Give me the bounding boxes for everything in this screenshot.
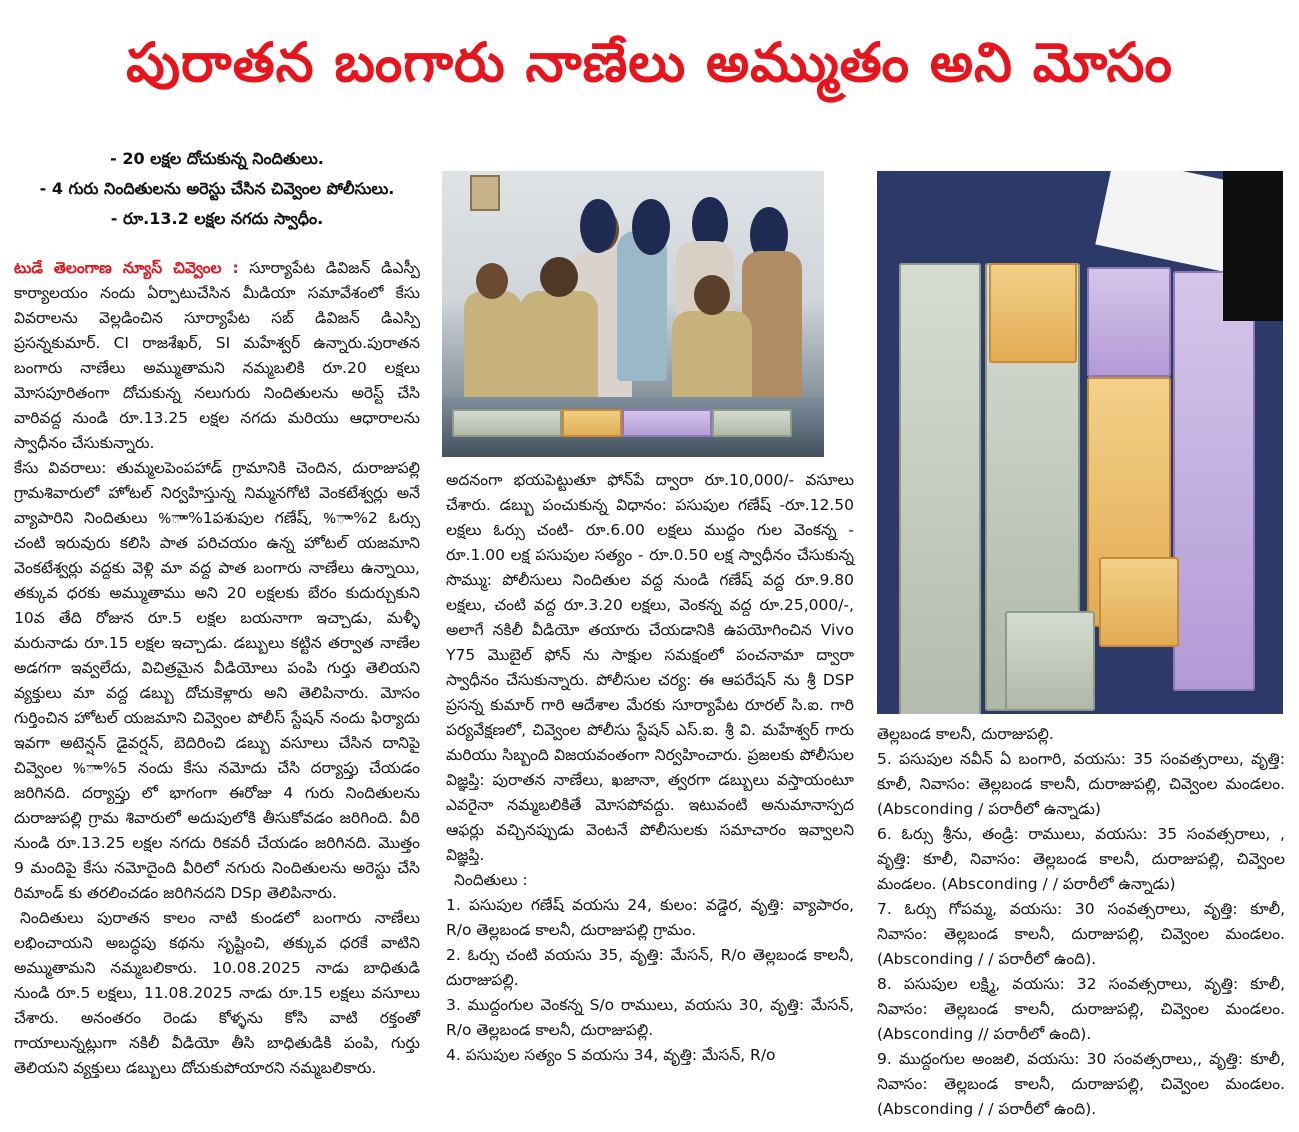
article-column-2	[446, 468, 854, 1068]
accused-item-2: 2. ఓర్సు చంటి వయసు 35, వృత్తి: మేసన్, R/o తెల్లబండ కాలనీ, దురాజుపల్లి.	[446, 946, 854, 989]
accused-item-1: 1. పసుపుల గణేష్ వయసు 24, కులం: వడ్డెర, వృత్తి: వ్యాపారం, R/o తెల్లబండ కాలనీ, దురాజుపల్లి గ్రామం.	[446, 896, 854, 939]
accused-item-3: 3. ముద్దంగుల వెంకన్న S/o రాములు, వయసు 30, వృత్తి: మేసన్, R/o తెల్లబండ కాలనీ, దురాజుపల్లి.	[446, 996, 854, 1039]
accused-item-9: 9. ముద్దంగుల అంజలి, వయసు: 30 సంవత్సరాలు,, వృత్తి: కూలీ, నివాసం: తెల్లబండ కాలనీ, దురాజుపల్లి, చివ్వెంల మండలం. (Absconding / / పరారీలో ఉంది).	[877, 1050, 1285, 1118]
accused-item-4: 4. పసుపుల సత్యం S వయసు 34, వృత్తి: మేసన్, R/o	[446, 1046, 776, 1064]
dateline: టుడే తెలంగాణ న్యూస్ చివ్వెంల :	[14, 259, 239, 277]
article-column-1	[14, 256, 420, 1081]
accused-item-7: 7. ఓర్సు గోపమ్మ, వయసు: 30 సంవత్సరాలు, వృత్తి: కూలీ, నివాసం: తెల్లబండ కాలనీ, దురాజుపల్లి, చివ్వెంల మండలం. (Absconding / / పరారీలో ఉంది).	[877, 900, 1285, 968]
subheading-1: - 20 లక్షల దోచుకున్న నిందితులు.	[110, 149, 324, 168]
paragraph-2: కేసు వివరాలు: తుమ్మలపెంపహాడ్ గ్రామానికి చెందిన, దురాజుపల్లి గ్రామశివారులో హోటల్ నిర్వహిస్తున్న నిమ్మనగోటి వెంకటేశ్వర్లు అనే వ్యాపారిని నిందితులు %ాా%1పశుపుల గణేష్, %ాా%2 ఓర్సు చంటి ఇరువురు కలిసి పాత పరిచయం ఉన్న హోటల్ యజమాని వెంకటేశ్వర్లు వద్దకు వెళ్లి మా వద్ద పాత బంగారు నాణేలు ఉన్నాయి, తక్కువ ధరకు అమ్ముతాము అని 20 లక్షలకు బేరం కుదుర్చుకుని 10వ తేది రోజున రూ.5 లక్షల బయనాగా ఇచ్చాడు, మళ్ళీ మరునాడు రూ.15 లక్షల ఇచ్చాడు. డబ్బులు కట్టిన తర్వాత నాణేల అడగగా ఇవ్వలేదు, విచిత్రమైన వీడియోలు పంపి గుర్తు తెలియని వ్యక్తులు మా వద్ద డబ్బు దోచుకెళ్లారు అని తెలిపినారు. మోసం గుర్తించిన హోటల్ యజమాని చివ్వెంల పోలీస్ స్టేషన్ నందు ఫిర్యాదు ఇవగా అటెన్షన్ డైవర్షన్, బెదిరించి డబ్బు వసూలు చేసిన దానిపై చివ్వెంల %ాా%5 నందు కేసు నమోదు చేసి దర్యాప్తు చేయడం జరిగినది. దర్యాప్తు లో భాగంగా ఈరోజు 4 గురు నిందితులను దురాజుపల్లి గ్రామ శివారులో అదుపులోకి తీసుకోవడం జరిగింది. వీరి నుండి రూ.13.25 లక్షల నగదు రికవరీ చేయడం జరిగినది. మొత్తం 9 మందిపై కేసు నమోదైంది వీరిలో నగురు నిందితులను అరెస్టు చేసి రిమాండ్ కు తరలించడం జరిగినదని DSp తెలిపినారు.	[14, 459, 420, 902]
paragraph-1	[14, 256, 420, 456]
paragraph-1-text: సూర్యాపేట డివిజన్ డిఎస్పీ కార్యాలయం నందు ఏర్పాటుచేసిన మీడియా సమావేశంలో కేసు వివరాలను వెల్లడించిన సూర్యాపేట సబ్ డివిజన్ డిఎస్పి ప్రసన్నకుమార్. CI రాజశేఖర్, SI మహేశ్వర్ ఉన్నారు.పురాతన బంగారు నాణేలు అమ్ముతామని నమ్మబలికి రూ.20 లక్షలు మోసపూరితంగా దోచుకున్న నలుగురు నిందితులను అరెస్ట్ చేసి వారివద్ద నుండి రూ.13.25 లక్షల నగదు మరియు ఆధారాలను స్వాధీనం చేసుకున్నారు.	[14, 259, 420, 452]
accused-item-5: 5. పసుపుల నవీన్ ఏ బంగారి, వయసు: 35 సంవత్సరాలు, వృత్తి: కూలీ, నివాసం: తెల్లబండ కాలనీ, దురాజుపల్లి, చివ్వెంల మండలం. (Absconding / పరారీలో ఉన్నాడు)	[877, 750, 1285, 818]
seized-cash-photo	[877, 171, 1283, 714]
article-column-3	[877, 722, 1285, 1122]
subheadings	[14, 144, 420, 234]
accused-item-4-cont: తెల్లబండ కాలనీ, దురాజుపల్లి.	[877, 725, 1054, 743]
paragraph-3: నిందితులు పురాతన కాలం నాటి కుండలో బంగారు నాణేలు లభించాయని అబద్ధపు కథను సృష్టించి, తక్కువ ధరకే వాటిని అమ్ముతామని నమ్మబలికారు. 10.08.2025 నాడు బాధితుడి నుండి రూ.5 లక్షలు, 11.08.2025 నాడు రూ.15 లక్షలు వసూలు చేశారు. అనంతరం రెండు కోళ్ళను కోసి వాటి రక్తంతో గాయాలున్నట్లుగా నకిలీ వీడియో తీసి బాధితుడికి పంపి, గుర్తు తెలియని వ్యక్తులు డబ్బులు దోచుకుపోయారని నమ్మబలికారు.	[14, 909, 420, 1077]
accused-item-6: 6. ఓర్సు శ్రీను, తండ్రి: రాములు, వయసు: 35 సంవత్సరాలు, , వృత్తి: కూలీ, నివాసం: తెల్లబండ కాలనీ, దురాజుపల్లి, చివ్వెంల మండలం. (Absconding / / పరారీలో ఉన్నాడు)	[877, 825, 1285, 893]
subheading-3: - రూ.13.2 లక్షల నగదు స్వాధీం.	[110, 209, 324, 228]
portrait-frame-icon	[470, 175, 500, 211]
accused-heading: నిందితులు :	[454, 871, 528, 889]
headline: పురాతన బంగారు నాణేలు అమ్ముతం అని మోసం	[126, 31, 1173, 94]
accused-item-8: 8. పసుపుల లక్ష్మి, వయసు: 32 సంవత్సరాలు, వృత్తి: కూలీ, నివాసం: తెల్లబండ కాలనీ, దురాజుపల్లి, చివ్వెంల మండలం. (Absconding // పరారీలో ఉంది).	[877, 975, 1285, 1043]
paragraph-4: అదనంగా భయపెట్టుతూ ఫోన్‌పే ద్వారా రూ.10,000/- వసూలు చేశారు. డబ్బు పంచుకున్న విధానం: పసుపుల గణేష్ -రూ.12.50 లక్షలు ఓర్సు చంటి- రూ.6.00 లక్షలు ముద్దం గుల వెంకన్న - రూ.1.00 లక్ష పసుపుల సత్యం - రూ.0.50 లక్ష స్వాధీనం చేసుకున్న సొమ్ము: పోలీసులు నిందితుల వద్ద నుండి గణేష్ వద్ద రూ.9.80 లక్షలు, చంటి వద్ద రూ.3.20 లక్షలు, వెంకన్న వద్ద రూ.25,000/-, అలాగే నకిలీ వీడియో తయారు చేయడానికి ఉపయోగించిన Vivo Y75 మొబైల్ ఫోన్ ను సాక్షుల సమక్షంలో పంచనామా ద్వారా స్వాధీనం చేసుకున్నారు. పోలీసుల చర్య: ఈ ఆపరేషన్ ను శ్రీ DSP ప్రసన్న కుమార్ గారి ఆదేశాల మేరకు సూర్యాపేట రూరల్ సి.ఐ. గారి పర్యవేక్షణలో, చివ్వెంల పోలీసు స్టేషన్ ఎస్.ఐ. శ్రీ వి. మహేశ్వర్ గారు మరియు సిబ్బంది విజయవంతంగా నిర్వహించారు. ప్రజలకు పోలీసుల విజ్ఞప్తి: పురాతన నాణేలు, ఖజానా, త్వరగా డబ్బులు వస్తాయంటూ ఎవరైనా నమ్మబలికితే మోసపోవద్దు. ఇటువంటి అనుమానాస్పద ఆఫర్లు వచ్చినప్పుడు వెంటనే పోలీసులకు సమాచారం ఇవ్వాలని విజ్ఞప్తి.	[446, 471, 854, 864]
press-conference-photo	[442, 171, 824, 457]
subheading-2: - 4 గురు నిందితులను అరెస్టు చేసిన చివ్వెంల పోలీసులు.	[39, 179, 395, 198]
